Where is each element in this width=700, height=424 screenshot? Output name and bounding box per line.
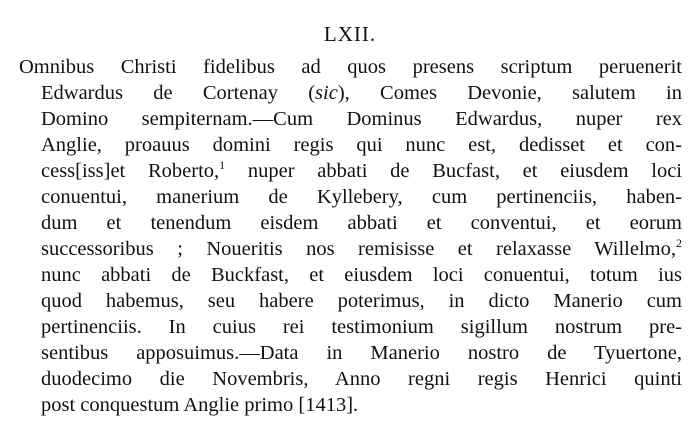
text-line-9: nunc abbati de Buckfast, et eiusdem loci conuentui, totum ius [41, 264, 682, 286]
text-line-14: post conquestum Anglie primo [1413]. [41, 394, 359, 416]
text-line-6: conuentui, manerium de Kyllebery, cum pertinenciis, haben- [41, 186, 682, 208]
text-line-12: sentibus apposuimus.—Data in Manerio nostro de Tyuertone, [41, 342, 682, 364]
text-line-5: cess[iss]et Roberto,$^1$ nuper abbati de Bucfast, et eiusdem loci [41, 158, 682, 182]
text-line-3: Domino sempiternam.—Cum Dominus Edwardus, nuper rex [41, 108, 682, 130]
text-line-1: Omnibus Christi fidelibus ad quos presens scriptum peruenerit [19, 56, 682, 78]
text-line-4: Anglie, proauus domini regis qui nunc est, dedisset et con- [41, 134, 682, 156]
charter-number-heading: LXII. [323, 22, 377, 46]
text-line-11: pertinenciis. In cuius rei testimonium sigillum nostrum pre- [41, 316, 682, 338]
text-line-2: Edwardus de Cortenay (sic), Comes Devonie, salutem in [41, 82, 682, 104]
text-line-10: quod habemus, seu habere poterimus, in dicto Manerio cum [41, 290, 682, 312]
text-line-7: dum et tenendum eisdem abbati et conventui, et eorum [41, 212, 682, 234]
text-line-13: duodecimo die Novembris, Anno regni regis Henrici quinti [41, 368, 682, 390]
text-line-8: successoribus ; Noueritis nos remisisse et relaxasse Willelmo,$^2$ [41, 236, 682, 260]
